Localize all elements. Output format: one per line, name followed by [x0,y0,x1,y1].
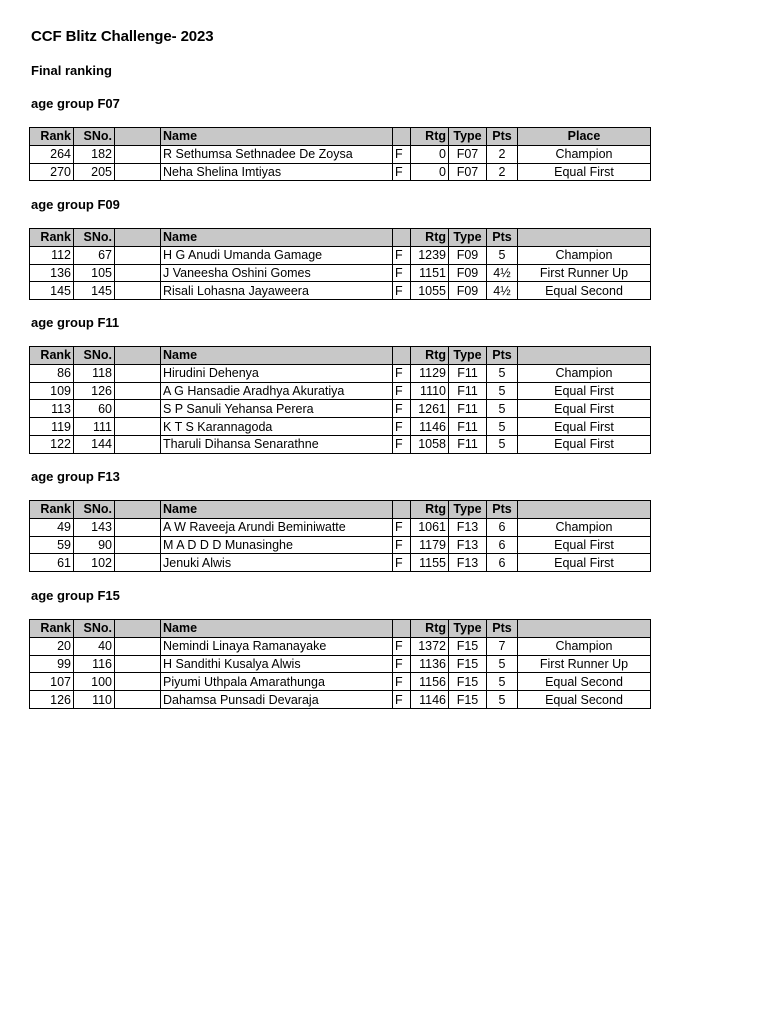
cell-rtg: 1156 [411,673,449,691]
cell-place: Champion [518,518,651,536]
cell-rtg: 1058 [411,435,449,453]
header-type: Type [449,501,487,519]
table-row [30,382,651,400]
cell-sno: 126 [74,382,115,400]
cell-type: F07 [449,145,487,163]
table-row [30,637,651,655]
table-row [30,655,651,673]
cell-rank: 264 [30,145,74,163]
header-empty [393,128,411,146]
cell-sno: 110 [74,691,115,709]
cell-rtg: 1239 [411,246,449,264]
header-empty [115,347,161,365]
cell-rtg: 1129 [411,364,449,382]
cell-rtg: 1136 [411,655,449,673]
cell-empty [115,554,161,572]
cell-fed: F [393,282,411,300]
header-empty [393,347,411,365]
cell-name: Nemindi Linaya Ramanayake [161,637,393,655]
header-empty [393,501,411,519]
table-row [30,246,651,264]
header-pts: Pts [487,128,518,146]
cell-fed: F [393,145,411,163]
ranking-table [29,500,651,572]
table-row [30,518,651,536]
cell-place: Equal First [518,435,651,453]
cell-rtg: 1055 [411,282,449,300]
cell-rank: 112 [30,246,74,264]
cell-place: Equal Second [518,673,651,691]
cell-type: F15 [449,673,487,691]
cell-empty [115,382,161,400]
cell-name: Jenuki Alwis [161,554,393,572]
group-heading: age group F15 [31,588,120,603]
cell-fed: F [393,382,411,400]
cell-type: F11 [449,364,487,382]
cell-name: R Sethumsa Sethnadee De Zoysa [161,145,393,163]
cell-fed: F [393,364,411,382]
header-empty [393,620,411,638]
cell-type: F09 [449,282,487,300]
header-type: Type [449,128,487,146]
cell-sno: 102 [74,554,115,572]
cell-name: Hirudini Dehenya [161,364,393,382]
cell-rtg: 1061 [411,518,449,536]
cell-fed: F [393,264,411,282]
cell-rank: 145 [30,282,74,300]
cell-rtg: 1155 [411,554,449,572]
header-name: Name [161,620,393,638]
group-heading: age group F13 [31,469,120,484]
table-row [30,145,651,163]
cell-rank: 109 [30,382,74,400]
table-row [30,282,651,300]
cell-place: Equal First [518,400,651,418]
cell-pts: 4½ [487,282,518,300]
table-header-row [30,347,651,365]
cell-empty [115,418,161,436]
header-empty [518,501,651,519]
ranking-table [29,228,651,300]
header-empty [115,128,161,146]
header-empty [518,347,651,365]
cell-empty [115,673,161,691]
header-name: Name [161,229,393,247]
header-pts: Pts [487,501,518,519]
cell-type: F11 [449,400,487,418]
table-row [30,554,651,572]
table-row [30,364,651,382]
cell-rank: 119 [30,418,74,436]
header-type: Type [449,229,487,247]
cell-pts: 5 [487,364,518,382]
header-rank: Rank [30,620,74,638]
cell-empty [115,518,161,536]
cell-sno: 90 [74,536,115,554]
header-sno: SNo. [74,229,115,247]
cell-pts: 2 [487,163,518,181]
header-rtg: Rtg [411,128,449,146]
cell-place: Champion [518,145,651,163]
table-row [30,264,651,282]
cell-rank: 270 [30,163,74,181]
cell-name: Tharuli Dihansa Senarathne [161,435,393,453]
table-header-row [30,128,651,146]
ranking-table [29,619,651,709]
cell-fed: F [393,418,411,436]
cell-place: Equal First [518,536,651,554]
cell-place: Equal First [518,163,651,181]
header-name: Name [161,347,393,365]
cell-place: Equal Second [518,691,651,709]
cell-empty [115,536,161,554]
page-title: CCF Blitz Challenge- 2023 [31,28,214,45]
header-sno: SNo. [74,347,115,365]
cell-pts: 5 [487,246,518,264]
cell-sno: 144 [74,435,115,453]
cell-type: F11 [449,418,487,436]
cell-fed: F [393,163,411,181]
cell-rtg: 0 [411,163,449,181]
cell-type: F15 [449,655,487,673]
cell-empty [115,246,161,264]
cell-type: F15 [449,637,487,655]
cell-fed: F [393,655,411,673]
cell-sno: 40 [74,637,115,655]
cell-pts: 4½ [487,264,518,282]
cell-rank: 49 [30,518,74,536]
header-rtg: Rtg [411,620,449,638]
cell-rank: 20 [30,637,74,655]
cell-name: J Vaneesha Oshini Gomes [161,264,393,282]
cell-name: A G Hansadie Aradhya Akuratiya [161,382,393,400]
cell-pts: 5 [487,435,518,453]
cell-fed: F [393,518,411,536]
group-heading: age group F07 [31,96,120,111]
cell-type: F15 [449,691,487,709]
cell-rank: 86 [30,364,74,382]
cell-empty [115,435,161,453]
table-header-row [30,620,651,638]
cell-name: Risali Lohasna Jayaweera [161,282,393,300]
cell-fed: F [393,536,411,554]
cell-empty [115,637,161,655]
cell-rank: 99 [30,655,74,673]
table-row [30,163,651,181]
cell-place: Champion [518,246,651,264]
cell-fed: F [393,691,411,709]
cell-empty [115,364,161,382]
group-heading: age group F11 [31,315,120,330]
header-empty [518,620,651,638]
header-empty [518,229,651,247]
cell-fed: F [393,673,411,691]
cell-type: F09 [449,264,487,282]
header-pts: Pts [487,229,518,247]
cell-name: Neha Shelina Imtiyas [161,163,393,181]
cell-empty [115,691,161,709]
cell-type: F13 [449,518,487,536]
cell-type: F11 [449,382,487,400]
header-empty [393,229,411,247]
cell-name: M A D D D Munasinghe [161,536,393,554]
table-row [30,418,651,436]
cell-sno: 100 [74,673,115,691]
cell-name: Piyumi Uthpala Amarathunga [161,673,393,691]
header-rank: Rank [30,347,74,365]
cell-empty [115,264,161,282]
cell-place: Equal First [518,382,651,400]
header-pts: Pts [487,620,518,638]
cell-rank: 107 [30,673,74,691]
cell-name: H Sandithi Kusalya Alwis [161,655,393,673]
cell-sno: 116 [74,655,115,673]
group-heading: age group F09 [31,197,120,212]
cell-sno: 205 [74,163,115,181]
cell-pts: 5 [487,655,518,673]
cell-empty [115,400,161,418]
cell-type: F09 [449,246,487,264]
cell-pts: 6 [487,536,518,554]
table-row [30,435,651,453]
cell-name: S P Sanuli Yehansa Perera [161,400,393,418]
cell-rtg: 1151 [411,264,449,282]
table-header-row [30,229,651,247]
cell-rank: 59 [30,536,74,554]
cell-fed: F [393,554,411,572]
cell-place: First Runner Up [518,655,651,673]
cell-type: F13 [449,536,487,554]
cell-rtg: 0 [411,145,449,163]
cell-rtg: 1146 [411,691,449,709]
header-rank: Rank [30,501,74,519]
cell-rtg: 1179 [411,536,449,554]
cell-rank: 136 [30,264,74,282]
header-rank: Rank [30,229,74,247]
cell-rtg: 1372 [411,637,449,655]
cell-rtg: 1146 [411,418,449,436]
cell-pts: 6 [487,554,518,572]
cell-rank: 113 [30,400,74,418]
cell-place: Equal First [518,418,651,436]
header-rtg: Rtg [411,229,449,247]
cell-pts: 5 [487,400,518,418]
cell-place: Champion [518,364,651,382]
cell-fed: F [393,637,411,655]
header-sno: SNo. [74,620,115,638]
cell-sno: 105 [74,264,115,282]
cell-fed: F [393,246,411,264]
header-rank: Rank [30,128,74,146]
cell-fed: F [393,400,411,418]
table-row [30,400,651,418]
cell-type: F11 [449,435,487,453]
cell-type: F13 [449,554,487,572]
header-name: Name [161,501,393,519]
ranking-table [29,127,651,181]
cell-empty [115,145,161,163]
header-rtg: Rtg [411,501,449,519]
table-row [30,673,651,691]
header-sno: SNo. [74,501,115,519]
cell-pts: 2 [487,145,518,163]
cell-pts: 5 [487,673,518,691]
header-type: Type [449,347,487,365]
cell-pts: 5 [487,418,518,436]
page-subtitle: Final ranking [31,63,112,78]
cell-rank: 61 [30,554,74,572]
cell-name: A W Raveeja Arundi Beminiwatte [161,518,393,536]
cell-rank: 126 [30,691,74,709]
header-empty [115,229,161,247]
ranking-table [29,346,651,454]
cell-empty [115,163,161,181]
header-rtg: Rtg [411,347,449,365]
cell-sno: 67 [74,246,115,264]
header-empty [115,501,161,519]
cell-place: Equal First [518,554,651,572]
header-name: Name [161,128,393,146]
cell-sno: 111 [74,418,115,436]
header-empty [115,620,161,638]
header-type: Type [449,620,487,638]
cell-name: K T S Karannagoda [161,418,393,436]
cell-place: Champion [518,637,651,655]
cell-type: F07 [449,163,487,181]
cell-rtg: 1261 [411,400,449,418]
cell-pts: 6 [487,518,518,536]
cell-pts: 5 [487,382,518,400]
cell-sno: 145 [74,282,115,300]
header-place: Place [518,128,651,146]
cell-sno: 60 [74,400,115,418]
table-header-row [30,501,651,519]
cell-rank: 122 [30,435,74,453]
header-pts: Pts [487,347,518,365]
table-row [30,536,651,554]
cell-name: Dahamsa Punsadi Devaraja [161,691,393,709]
cell-fed: F [393,435,411,453]
cell-empty [115,655,161,673]
table-row [30,691,651,709]
header-sno: SNo. [74,128,115,146]
cell-pts: 5 [487,691,518,709]
cell-sno: 143 [74,518,115,536]
cell-pts: 7 [487,637,518,655]
cell-sno: 182 [74,145,115,163]
cell-place: First Runner Up [518,264,651,282]
cell-sno: 118 [74,364,115,382]
cell-place: Equal Second [518,282,651,300]
cell-rtg: 1110 [411,382,449,400]
cell-name: H G Anudi Umanda Gamage [161,246,393,264]
cell-empty [115,282,161,300]
